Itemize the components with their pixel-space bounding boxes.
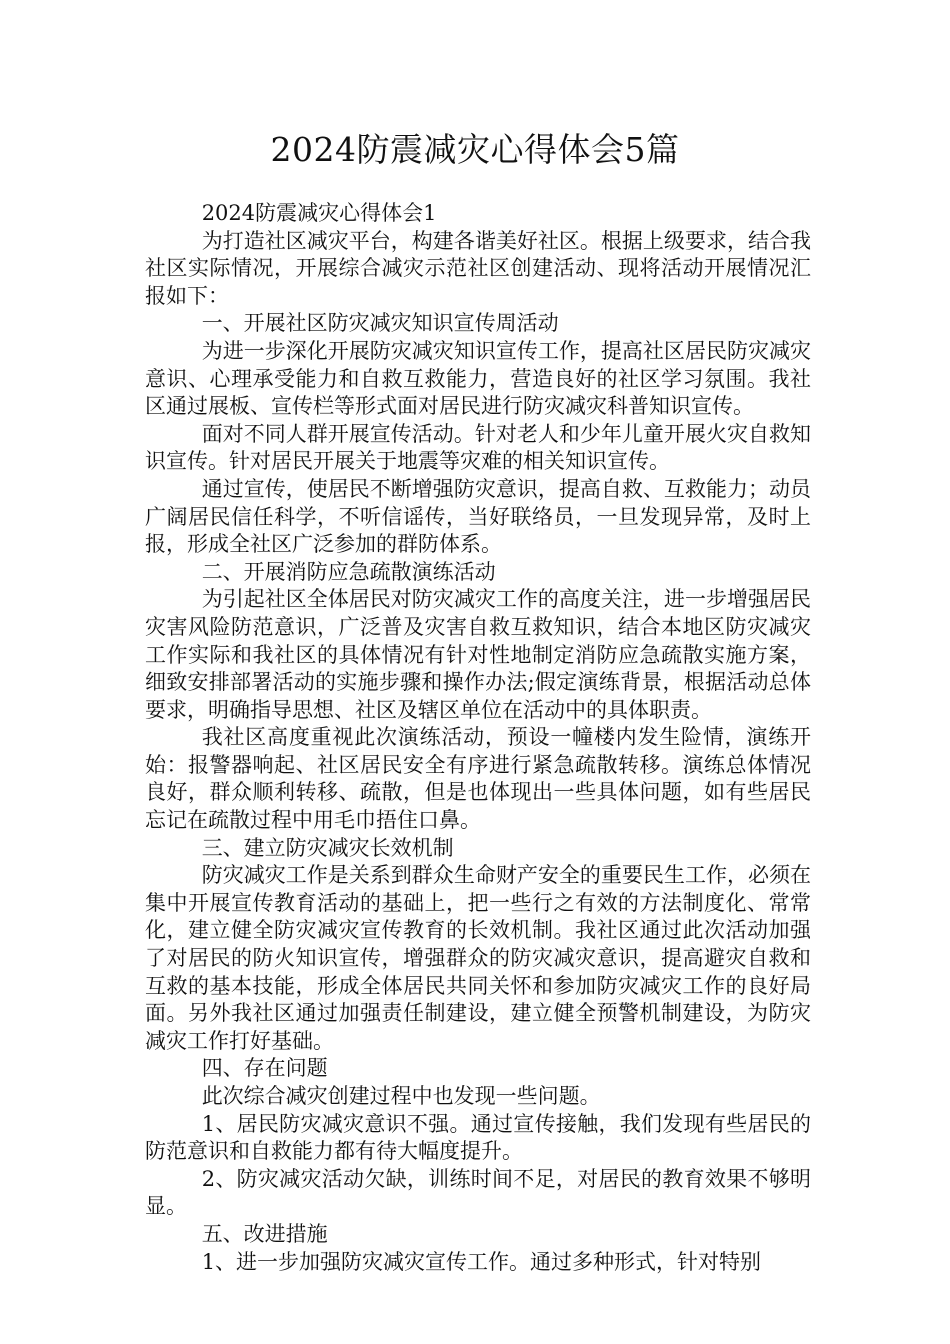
section-heading: 二、开展消防应急疏散演练活动 — [201, 559, 496, 584]
document-title: 2024防震减灾心得体会5篇 — [270, 130, 680, 169]
section-subtitle: 2024防震减灾心得体会1 — [201, 201, 437, 225]
section-heading: 五、改进措施 — [201, 1221, 328, 1246]
paragraph: 防灾减灾工作是关系到群众生命财产安全的重要民生工作，必须在集中开展宣传教育活动的基础上，把一些行之有效的方法制度化、常常化，建立健全防灾减灾宣传教育的长效机制。我社区通过此次活动加强了对居民的防火知识宣传，增强群众的防灾减灾意识，提高避灾自救和互救的基本技能，形成全体居民共同关怀和参加防灾减灾工作的良好局面。另外我社区通过加强责任制建设，建立健全预警机制建设，为防灾减灾工作打好基础。 — [145, 863, 811, 1053]
section-heading: 一、开展社区防灾减灾知识宣传周活动 — [201, 311, 559, 336]
paragraph: 为进一步深化开展防灾减灾知识宣传工作，提高社区居民防灾减灾意识、心理承受能力和自救互救能力，营造良好的社区学习氛围。我社区通过展板、宣传栏等形式面对居民进行防灾减灾科普知识宣传。 — [145, 338, 811, 419]
section-heading: 四、存在问题 — [201, 1056, 328, 1081]
paragraph: 此次综合减灾创建过程中也发现一些问题。 — [201, 1084, 601, 1108]
paragraph: 为打造社区减灾平台，构建各谐美好社区。根据上级要求，结合我社区实际情况，开展综合减灾示范社区创建活动、现将活动开展情况汇报如下： — [145, 228, 811, 308]
section-heading: 三、建立防灾减灾长效机制 — [201, 835, 454, 860]
paragraph: 通过宣传，使居民不断增强防灾意识，提高自救、互救能力；动员广阔居民信任科学，不听信谣传，当好联络员，一旦发现异常，及时上报，形成全社区广泛参加的群防体系。 — [145, 476, 811, 557]
paragraph: 面对不同人群开展宣传活动。针对老人和少年儿童开展火灾自救知识宣传。针对居民开展关于地震等灾难的相关知识宣传。 — [145, 421, 811, 474]
list-item: 1、进一步加强防灾减灾宣传工作。通过多种形式，针对特别 — [201, 1249, 762, 1274]
paragraph: 为引起社区全体居民对防灾减灾工作的高度关注，进一步增强居民灾害风险防范意识，广泛普及灾害自救互救知识，结合本地区防灾减灾工作实际和我社区的具体情况有针对性地制定消防应急疏散实施方案，细致安排部署活动的实施步骤和操作办法;假定演练背景，根据活动总体要求，明确指导思想、社区及辖区单位在活动中的具体职责。 — [145, 587, 811, 722]
list-item: 2、防灾减灾活动欠缺，训练时间不足，对居民的教育效果不够明显。 — [145, 1166, 811, 1219]
document-body — [145, 200, 811, 1276]
list-item: 1、居民防灾减灾意识不强。通过宣传接触，我们发现有些居民的防范意识和自救能力都有待大幅度提升。 — [145, 1111, 811, 1164]
paragraph: 我社区高度重视此次演练活动，预设一幢楼内发生险情，演练开始：报警器响起、社区居民安全有序进行紧急疏散转移。演练总体情况良好，群众顺利转移、疏散，但是也体现出一些具体问题，如有些居民忘记在疏散过程中用毛巾捂住口鼻。 — [145, 725, 811, 833]
